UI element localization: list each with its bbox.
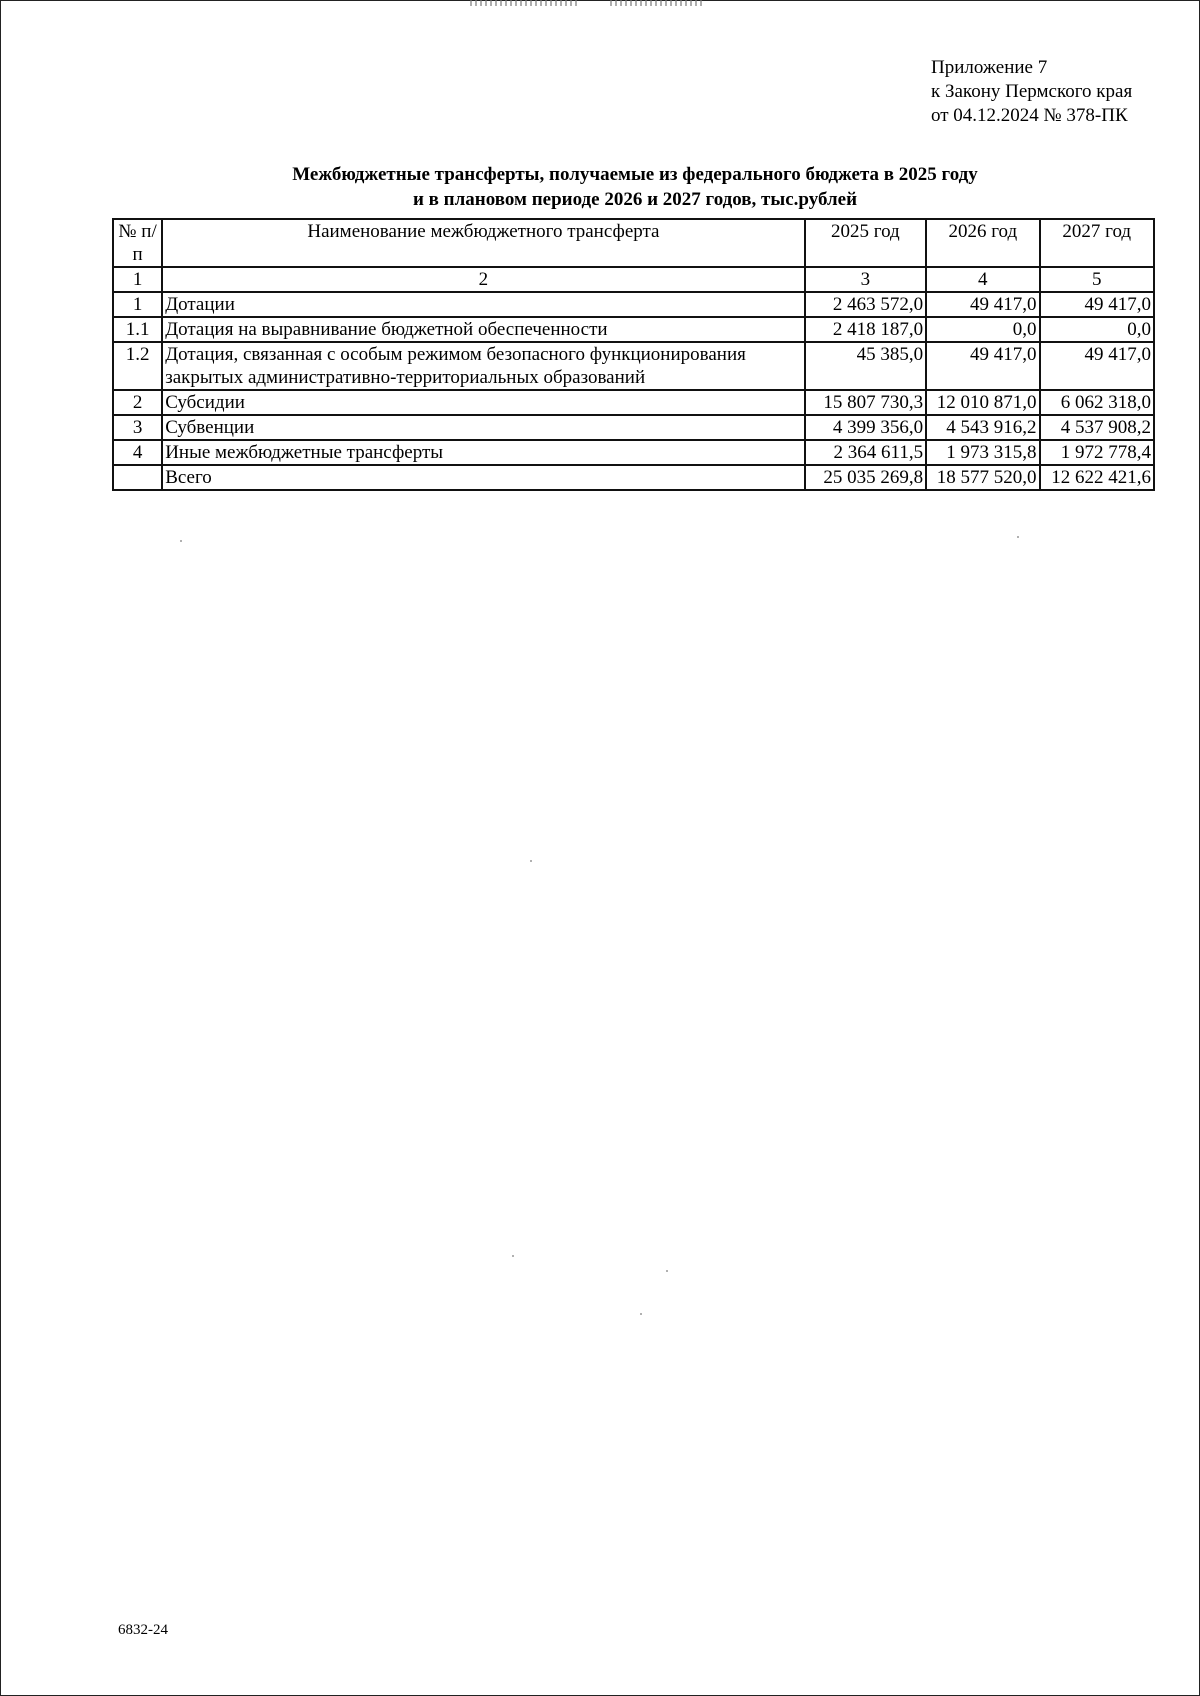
- row-value-2027: 4 537 908,2: [1040, 415, 1154, 440]
- scan-artifact: [610, 0, 705, 6]
- appendix-block: [931, 56, 1132, 128]
- row-value-2026: 49 417,0: [926, 342, 1039, 390]
- row-num: 4: [113, 440, 162, 465]
- table-total-row: [113, 465, 1154, 490]
- row-value-2027: 6 062 318,0: [1040, 390, 1154, 415]
- row-value-2025: 45 385,0: [805, 342, 926, 390]
- row-name: Дотация, связанная с особым режимом безопасного функционирования закрытых административно-территориальных образований: [162, 342, 804, 390]
- row-value-2025: 2 364 611,5: [805, 440, 926, 465]
- row-num: 1.1: [113, 317, 162, 342]
- table-header-row: [113, 219, 1154, 267]
- table-row: [113, 390, 1154, 415]
- table-row: [113, 440, 1154, 465]
- table-row: [113, 317, 1154, 342]
- row-name: Субсидии: [162, 390, 804, 415]
- title-line-1: Межбюджетные трансферты, получаемые из федерального бюджета в 2025 году: [292, 164, 978, 185]
- header-2025: 2025 год: [805, 219, 926, 267]
- header-num: № п/п: [113, 219, 162, 267]
- row-value-2027: 49 417,0: [1040, 342, 1154, 390]
- row-num: 1: [113, 292, 162, 317]
- header-2026: 2026 год: [926, 219, 1039, 267]
- row-name: Дотации: [162, 292, 804, 317]
- row-value-2025: 4 399 356,0: [805, 415, 926, 440]
- table-row: [113, 342, 1154, 390]
- row-value-2027: 0,0: [1040, 317, 1154, 342]
- index-cell: 1: [113, 267, 162, 292]
- index-cell: 5: [1040, 267, 1154, 292]
- scan-speck: [640, 1313, 642, 1315]
- scan-speck: [666, 1270, 668, 1272]
- row-value-2025: 25 035 269,8: [805, 465, 926, 490]
- scan-speck: [1017, 536, 1019, 538]
- row-name: Иные межбюджетные трансферты: [162, 440, 804, 465]
- row-num: 3: [113, 415, 162, 440]
- header-2027: 2027 год: [1040, 219, 1154, 267]
- column-index-row: [113, 267, 1154, 292]
- scan-speck: [530, 860, 532, 862]
- row-value-2026: 4 543 916,2: [926, 415, 1039, 440]
- row-name: Субвенции: [162, 415, 804, 440]
- transfers-table: [112, 218, 1155, 491]
- row-num: [113, 465, 162, 490]
- appendix-number: Приложение 7: [931, 57, 1048, 78]
- header-name: Наименование межбюджетного трансферта: [162, 219, 804, 267]
- row-value-2026: 49 417,0: [926, 292, 1039, 317]
- row-name: Дотация на выравнивание бюджетной обеспеченности: [162, 317, 804, 342]
- row-value-2025: 2 418 187,0: [805, 317, 926, 342]
- appendix-date-number: от 04.12.2024 № 378-ПК: [931, 105, 1128, 126]
- row-name: Всего: [162, 465, 804, 490]
- row-value-2025: 2 463 572,0: [805, 292, 926, 317]
- index-cell: 3: [805, 267, 926, 292]
- row-value-2027: 1 972 778,4: [1040, 440, 1154, 465]
- row-value-2027: 12 622 421,6: [1040, 465, 1154, 490]
- document-title: [110, 162, 1160, 212]
- table-row: [113, 415, 1154, 440]
- index-cell: 2: [162, 267, 804, 292]
- scan-speck: [180, 540, 182, 542]
- title-line-2: и в плановом периоде 2026 и 2027 годов, тыс.рублей: [412, 189, 858, 210]
- row-value-2026: 1 973 315,8: [926, 440, 1039, 465]
- row-num: 2: [113, 390, 162, 415]
- row-value-2025: 15 807 730,3: [805, 390, 926, 415]
- row-value-2027: 49 417,0: [1040, 292, 1154, 317]
- table-row: [113, 292, 1154, 317]
- row-value-2026: 12 010 871,0: [926, 390, 1039, 415]
- scan-artifact: [470, 0, 580, 6]
- document-code: 6832-24: [118, 1622, 168, 1638]
- index-cell: 4: [926, 267, 1039, 292]
- scan-speck: [512, 1255, 514, 1257]
- row-value-2026: 0,0: [926, 317, 1039, 342]
- row-value-2026: 18 577 520,0: [926, 465, 1039, 490]
- row-num: 1.2: [113, 342, 162, 390]
- appendix-law-reference: к Закону Пермского края: [931, 81, 1133, 102]
